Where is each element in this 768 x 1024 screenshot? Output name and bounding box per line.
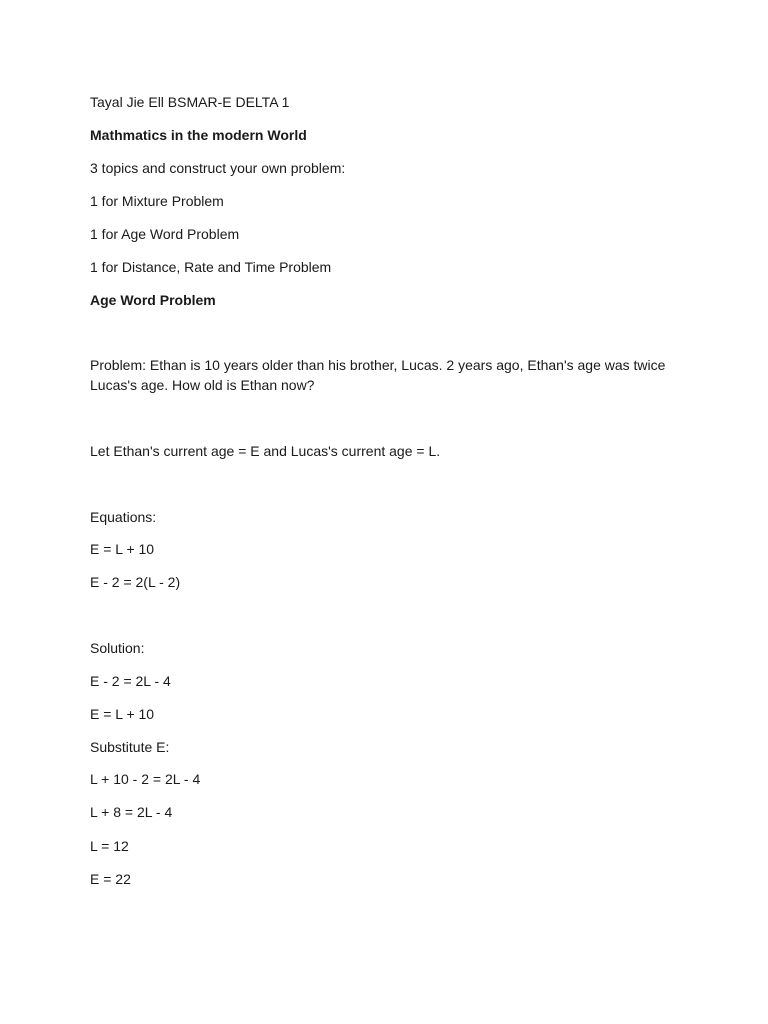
equations-label: Equations: bbox=[90, 509, 157, 525]
course-title: Mathmatics in the modern World bbox=[90, 127, 307, 143]
section-heading: Age Word Problem bbox=[90, 292, 216, 308]
instruction-item: 1 for Distance, Rate and Time Problem bbox=[90, 259, 332, 275]
problem-statement: Problem: Ethan is 10 years older than his brother, Lucas. 2 years ago, Ethan's age was twice Lucas's age. How old is Ethan now? bbox=[90, 357, 666, 393]
solution-step: L + 10 - 2 = 2L - 4 bbox=[90, 771, 201, 787]
author-line: Tayal Jie Ell BSMAR-E DELTA 1 bbox=[90, 94, 290, 110]
solution-step: E = 22 bbox=[90, 871, 131, 887]
instruction-item: 1 for Age Word Problem bbox=[90, 226, 240, 242]
solution-step: E = L + 10 bbox=[90, 706, 155, 722]
solution-label: Solution: bbox=[90, 640, 145, 656]
equation-line: E = L + 10 bbox=[90, 541, 155, 557]
solution-step: E - 2 = 2L - 4 bbox=[90, 673, 171, 689]
solution-step: Substitute E: bbox=[90, 739, 170, 755]
instructions-intro: 3 topics and construct your own problem: bbox=[90, 160, 346, 176]
instruction-item: 1 for Mixture Problem bbox=[90, 193, 224, 209]
solution-step: L = 12 bbox=[90, 838, 129, 854]
equation-line: E - 2 = 2(L - 2) bbox=[90, 574, 181, 590]
solution-step: L + 8 = 2L - 4 bbox=[90, 804, 173, 820]
variable-definition: Let Ethan's current age = E and Lucas's current age = L. bbox=[90, 443, 441, 459]
